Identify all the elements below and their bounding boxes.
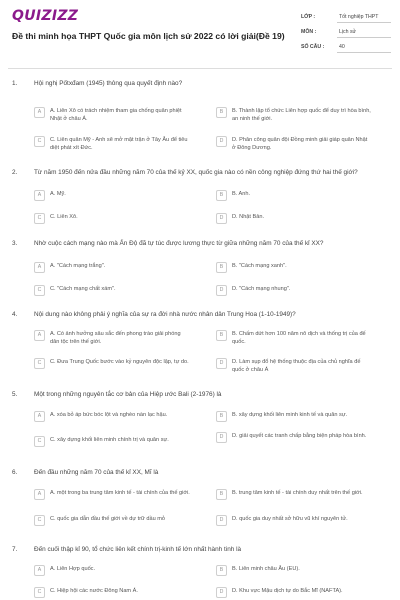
option-text: C. Liên Xô. <box>50 214 78 220</box>
question-number: 1. <box>12 80 18 87</box>
option-text: B. xây dựng khối liên minh kinh tế và quân sự. <box>232 412 348 418</box>
question-number: 6. <box>12 469 18 476</box>
option-text: D. Làm sụp đổ hệ thống thuộc địa của chủ nghĩa đế quốc ở châu Á <box>232 359 361 373</box>
option-letter-box: D <box>216 285 227 296</box>
question-number: 2. <box>12 169 18 176</box>
option-text: B. trung tâm kinh tế - tài chính duy nhất trên thế giới. <box>232 490 363 496</box>
option-text: D. quốc gia duy nhất sở hữu vũ khí nguyên tử. <box>232 516 348 522</box>
option-letter-box: A <box>34 565 45 576</box>
option-letter-box: B <box>216 330 227 341</box>
option-letter-box: C <box>34 587 45 598</box>
meta-row-count <box>301 42 393 57</box>
option-letter-box: A <box>34 190 45 201</box>
option-letter-box: B <box>216 411 227 422</box>
option-letter-box: D <box>216 136 227 147</box>
meta-row-subject <box>301 27 393 42</box>
option-letter-box: A <box>34 107 45 118</box>
question-number: 7. <box>12 546 18 553</box>
option-letter-box: A <box>34 330 45 341</box>
header-divider <box>8 68 392 69</box>
option-letter-box: D <box>216 213 227 224</box>
option-text: B. "Cách mạng xanh". <box>232 263 287 269</box>
option-text: D. Khu vực Mậu dịch tự do Bắc Mĩ (NAFTA). <box>232 588 343 594</box>
option-text: D. giải quyết các tranh chấp bằng biện pháp hòa bình. <box>232 433 367 439</box>
question-text: Từ năm 1950 đến nửa đầu những năm 70 của thế kỷ XX, quốc gia nào có nền công nghiệp đứng thứ hai thế giới? <box>34 169 358 176</box>
question-text: Hội nghị Pốtxđam (1945) thông qua quyết định nào? <box>34 80 183 87</box>
option-letter-box: B <box>216 565 227 576</box>
header <box>0 0 400 66</box>
question-number: 4. <box>12 311 18 318</box>
option-text: A. Liên Xô có trách nhiệm tham gia chống quân phiệt Nhật ở châu Á. <box>50 108 182 122</box>
quizizz-logo: QUIZIZZ <box>12 8 79 24</box>
option-text: A. xóa bỏ áp bức bóc lột và nghèo nàn lạc hậu. <box>50 412 168 418</box>
option-text: C. Đưa Trung Quốc bước vào kỷ nguyên độc lập, tự do. <box>50 359 189 365</box>
option-text: B. Thành lập tổ chức Liên hợp quốc để duy trì hòa bình, an ninh thế giới. <box>232 108 371 122</box>
question-text: Một trong những nguyên tắc cơ bản của Hiệp ước Bali (2-1976) là <box>34 391 222 398</box>
document-title: Đề thi minh họa THPT Quốc gia môn lịch sử 2022 có lời giải(Đề 19) <box>12 31 285 41</box>
meta-label: SỐ CÂU : <box>301 44 325 50</box>
option-letter-box: D <box>216 587 227 598</box>
option-letter-box: C <box>34 515 45 526</box>
question-text: Đến đầu những năm 70 của thế kỉ XX, Mĩ là <box>34 469 159 476</box>
option-text: B. Liên minh châu Âu (EU). <box>232 566 300 572</box>
option-text: A. Mỹ. <box>50 191 66 197</box>
option-text: C. xây dựng khối liên minh chính trị và quân sự. <box>50 437 169 443</box>
question-text: Nội dung nào không phải ý nghĩa của sự ra đời nhà nước nhân dân Trung Hoa (1-10-1949)? <box>34 311 296 318</box>
option-letter-box: D <box>216 515 227 526</box>
meta-label: MÔN : <box>301 29 317 35</box>
meta-value: 40 <box>337 44 391 53</box>
option-text: D. "Cách mạng nhung". <box>232 286 291 292</box>
meta-value: Lịch sử <box>337 29 391 38</box>
option-letter-box: C <box>34 136 45 147</box>
question-number: 3. <box>12 240 18 247</box>
option-text: C. Liên quân Mỹ - Anh sẽ mở mặt trận ở Tây Âu để tiêu diệt phát xít Đức. <box>50 137 188 151</box>
option-letter-box: C <box>34 436 45 447</box>
meta-panel <box>301 12 393 57</box>
option-text: A. một trong ba trung tâm kinh tế - tài chính của thế giới. <box>50 490 190 496</box>
option-letter-box: B <box>216 262 227 273</box>
option-letter-box: B <box>216 107 227 118</box>
option-text: B. Chấm dứt hơn 100 năm nô dịch và thống trị của đế quốc. <box>232 331 366 345</box>
option-text: C. quốc gia dẫn đầu thế giới về dự trữ dầu mỏ <box>50 516 166 522</box>
option-letter-box: D <box>216 432 227 443</box>
meta-label: LỚP : <box>301 14 316 20</box>
question-text: Nhờ cuộc cách mạng nào mà Ấn Độ đã tự túc được lương thực từ giữa những năm 70 của thế kỉ XX? <box>34 240 324 247</box>
option-letter-box: C <box>34 358 45 369</box>
option-text: A. Liên Hợp quốc. <box>50 566 96 572</box>
option-text: D. Nhật Bản. <box>232 214 265 220</box>
option-letter-box: A <box>34 489 45 500</box>
option-text: A. Có ảnh hưởng sâu sắc đến phong trào giải phóng dân tộc trên thế giới. <box>50 331 181 345</box>
question-text: Đến cuối thập kỉ 90, tổ chức liên kết chính trị-kinh tế lớn nhất hành tinh là <box>34 546 242 553</box>
option-letter-box: B <box>216 489 227 500</box>
option-letter-box: A <box>34 262 45 273</box>
meta-value: Tốt nghiệp THPT <box>337 14 391 23</box>
option-letter-box: D <box>216 358 227 369</box>
meta-row-class <box>301 12 393 27</box>
option-letter-box: A <box>34 411 45 422</box>
option-text: B. Anh. <box>232 191 251 197</box>
option-text: D. Phân công quân đội Đồng minh giải giáp quân Nhật ở Đông Dương. <box>232 137 368 151</box>
question-number: 5. <box>12 391 18 398</box>
option-text: C. Hiệp hội các nước Đông Nam Á. <box>50 588 138 594</box>
option-text: C. "Cách mạng chất xám". <box>50 286 116 292</box>
option-text: A. "Cách mạng trắng". <box>50 263 106 269</box>
option-letter-box: C <box>34 285 45 296</box>
option-letter-box: B <box>216 190 227 201</box>
option-letter-box: C <box>34 213 45 224</box>
